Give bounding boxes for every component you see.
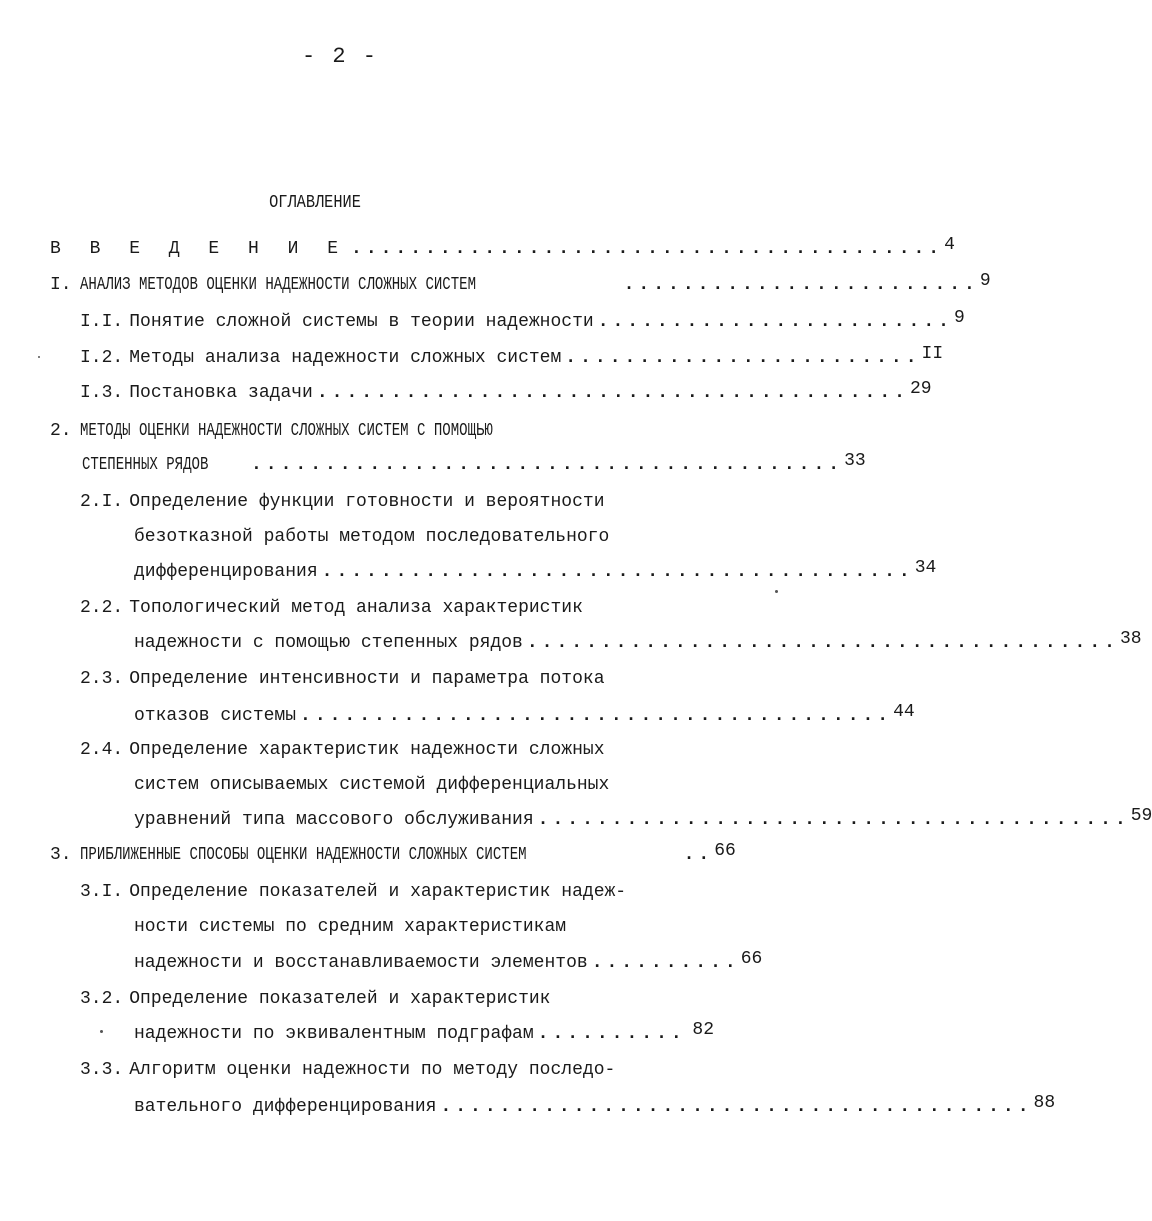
toc-entry-2-2 xyxy=(80,595,700,621)
entry-page: 9 xyxy=(979,271,991,291)
toc-entry-chapter-3 xyxy=(50,841,736,868)
toc-entry-3-3 xyxy=(80,1057,700,1083)
entry-page: 66 xyxy=(714,841,736,861)
toc-entry-3-3-line-2 xyxy=(134,1093,1056,1120)
leader-dots: ........................................ xyxy=(321,562,914,582)
entry-page: 66 xyxy=(740,949,763,969)
toc-entry-3-1 xyxy=(80,879,700,905)
leader-dots: ........................ xyxy=(623,275,979,295)
entry-title-line-3: дифференцирования xyxy=(134,562,318,582)
entry-number: 3.2. xyxy=(80,989,124,1009)
entry-number: I. xyxy=(50,275,72,295)
entry-page: 88 xyxy=(1033,1093,1056,1113)
leader-dots: .......... xyxy=(591,953,740,973)
entry-title: Понятие сложной системы в теории надежности xyxy=(129,312,594,332)
leader-dots: .. xyxy=(683,845,714,865)
toc-entry-3-2 xyxy=(80,986,700,1012)
toc-entry-2-2-line-2 xyxy=(134,629,1142,656)
entry-number: 2.3. xyxy=(80,669,124,689)
leader-dots: ........................................ xyxy=(251,455,844,475)
entry-title-line-3: уравнений типа массового обслуживания xyxy=(134,810,534,830)
entry-title-line-1: Определение характеристик надежности сложных xyxy=(129,740,605,760)
entry-title-line-3: надежности и восстанавливаемости элементов xyxy=(134,953,588,973)
entry-title-line-1: Топологический метод анализа характеристик xyxy=(129,598,583,618)
entry-title: Постановка задачи xyxy=(129,383,313,403)
leader-dots: ........................................ xyxy=(526,633,1119,653)
toc-entry-chapter-2 xyxy=(50,418,670,444)
entry-page: 29 xyxy=(909,379,932,399)
leader-dots: ........................................ xyxy=(537,810,1130,830)
entry-title-line-1: Определение показателей и характеристик xyxy=(129,989,551,1009)
entry-page: 44 xyxy=(893,702,915,722)
leader-dots: ........................................ xyxy=(440,1097,1033,1117)
entry-number: 3.3. xyxy=(80,1060,124,1080)
toc-entry-2-1-line-3 xyxy=(134,558,937,585)
entry-title-line-1: Определение показателей и характеристик надеж- xyxy=(129,882,627,902)
entry-title-line-2: надежности по эквивалентным подграфам xyxy=(134,1024,534,1044)
toc-entry-3-1-line-2 xyxy=(134,914,714,940)
leader-dots: ........................ xyxy=(565,348,921,368)
leader-dots: ........................................ xyxy=(316,383,909,403)
entry-page: 34 xyxy=(914,558,937,578)
toc-entry-2-4-line-2 xyxy=(134,772,714,798)
entry-title-line-2: безотказной работы методом последовательного xyxy=(134,527,610,547)
toc-entry-1-2 xyxy=(80,344,944,371)
scan-speck xyxy=(775,590,778,593)
page-number: - 2 - xyxy=(301,44,378,69)
entry-title-line-2: СТЕПЕННЫХ РЯДОВ xyxy=(82,455,209,475)
entry-title-line-1: МЕТОДЫ ОЦЕНКИ НАДЕЖНОСТИ СЛОЖНЫХ СИСТЕМ С ПОМОЩЬЮ xyxy=(79,421,493,441)
entry-page: 4 xyxy=(944,235,955,255)
entry-number: 3. xyxy=(50,845,72,865)
toc-title: ОГЛАВЛЕНИЕ xyxy=(269,193,361,213)
toc-entry-3-1-line-3 xyxy=(134,949,763,976)
entry-number: I.I. xyxy=(80,312,124,332)
toc-entry-chapter-1 xyxy=(50,271,991,298)
entry-title: В В Е Д Е Н И Е xyxy=(50,239,348,259)
toc-entry-1-3 xyxy=(80,379,932,406)
entry-number: 2.2. xyxy=(80,598,124,618)
toc-entry-introduction xyxy=(50,235,955,262)
entry-title-line-2: отказов системы xyxy=(134,706,297,726)
toc-entry-1-1 xyxy=(80,308,965,335)
entry-title-line-2: вательного дифференцирования xyxy=(134,1097,437,1117)
toc-entry-2-3-line-2 xyxy=(134,702,915,729)
toc-entry-chapter-2-cont xyxy=(82,451,866,478)
toc-entry-2-4 xyxy=(80,737,700,763)
entry-page: II xyxy=(921,344,944,364)
entry-title-line-1: Определение интенсивности и параметра потока xyxy=(129,669,605,689)
entry-page: 38 xyxy=(1119,629,1142,649)
leader-dots: ........................................ xyxy=(351,239,944,259)
entry-number: 2.4. xyxy=(80,740,124,760)
entry-title: Методы анализа надежности сложных систем xyxy=(129,348,562,368)
entry-page: 82 xyxy=(692,1020,714,1040)
entry-title-line-2: ности системы по средним характеристикам xyxy=(134,917,567,937)
entry-page: 9 xyxy=(953,308,965,328)
toc-entry-2-3 xyxy=(80,666,700,692)
entry-number: 2. xyxy=(50,421,72,441)
leader-dots: ........................ xyxy=(597,312,953,332)
entry-number: 3.I. xyxy=(80,882,124,902)
entry-page: 59 xyxy=(1130,806,1152,826)
toc-entry-2-1 xyxy=(80,489,700,515)
entry-number: I.2. xyxy=(80,348,124,368)
toc-entry-2-4-line-3 xyxy=(134,806,1152,833)
entry-title: ПРИБЛИЖЕННЫЕ СПОСОБЫ ОЦЕНКИ НАДЕЖНОСТИ СЛОЖНЫХ СИСТЕМ xyxy=(79,845,527,865)
leader-dots: .......... xyxy=(537,1024,686,1044)
toc-entry-2-1-line-2 xyxy=(134,524,714,550)
scan-speck xyxy=(38,356,40,358)
leader-dots: ........................................ xyxy=(300,706,893,726)
entry-number: 2.I. xyxy=(80,492,124,512)
entry-number: I.3. xyxy=(80,383,124,403)
scan-speck xyxy=(100,1030,103,1033)
entry-title-line-2: надежности с помощью степенных рядов xyxy=(134,633,523,653)
entry-title-line-1: Определение функции готовности и вероятности xyxy=(129,492,605,512)
entry-title: АНАЛИЗ МЕТОДОВ ОЦЕНКИ НАДЕЖНОСТИ СЛОЖНЫХ СИСТЕМ xyxy=(79,275,476,295)
entry-page: 33 xyxy=(844,451,866,471)
toc-entry-3-2-line-2 xyxy=(134,1021,714,1047)
entry-title-line-2: систем описываемых системой дифференциальных xyxy=(134,775,610,795)
entry-title-line-1: Алгоритм оценки надежности по методу последо- xyxy=(129,1060,616,1080)
